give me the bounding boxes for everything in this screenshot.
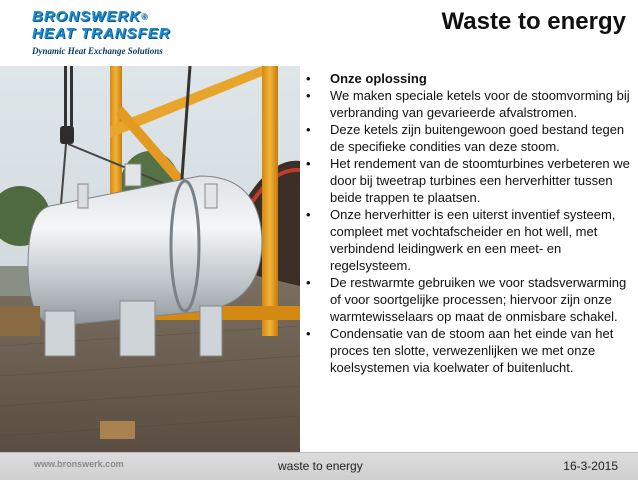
logo-text-line1: BRONSWERK® [32, 8, 148, 25]
bullet-list [306, 70, 632, 376]
footer-url: www.bronswerk.com [34, 459, 124, 469]
bronswerk-logo [32, 6, 202, 58]
bullet-item: • Onze herverhitter is een uiterst inventief systeem, compleet met vochtafscheider en hot well, met verbindend leidingwerk en een meet- en regelsysteem. [306, 207, 616, 273]
bullet-item: • Deze ketels zijn buitengewoon goed bestand tegen de specifieke condities van deze stoom. [306, 122, 625, 154]
bullet-item: • Onze oplossing [306, 71, 427, 86]
slide-title: Waste to energy [441, 8, 626, 35]
footer-title: waste to energy [278, 459, 363, 473]
footer-date: 16-3-2015 [563, 459, 618, 473]
logo-tagline: Dynamic Heat Exchange Solutions [32, 46, 163, 56]
footer-bar [0, 452, 638, 480]
heat-exchanger-photo [0, 66, 300, 452]
bullet-item: • De restwarmte gebruiken we voor stadsverwarming of voor soortgelijke processen; hiervoor zijn onze warmtewisselaars op maat de onmisbare schakel. [306, 275, 627, 324]
bullet-item: • Condensatie van de stoom aan het einde van het proces ten slotte, verwezenlijken we met onze koelsystemen via koelwater of buitenlucht. [306, 326, 614, 375]
bullet-item: • Het rendement van de stoomturbines verbeteren we door bij tweetrap turbines een herverhitter tussen beide trappen te plaatsen. [306, 156, 630, 205]
logo-text-line2: HEAT TRANSFER [32, 25, 171, 42]
bullet-item: • We maken speciale ketels voor de stoomvorming bij verbranding van gevarieerde afvalstromen. [306, 88, 630, 120]
